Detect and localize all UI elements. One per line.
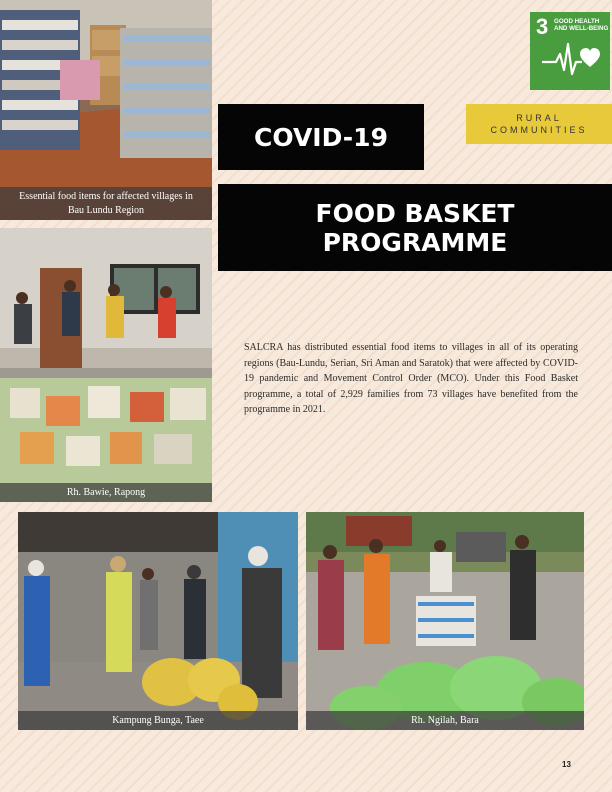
heading-line1: FOOD BASKET — [315, 198, 515, 228]
heading-text: COVID-19 — [254, 122, 388, 152]
rh-bawie-image — [0, 228, 212, 502]
heading-line2: PROGRAMME — [322, 227, 508, 257]
page-number: 13 — [562, 760, 571, 769]
covid-19-heading — [218, 104, 424, 170]
photo-rh-bawie — [0, 228, 212, 502]
rural-communities-tag — [466, 104, 612, 144]
tag-line2: COMMUNITIES — [490, 125, 588, 135]
heartbeat-heart-icon — [530, 12, 610, 90]
body-paragraph: SALCRA has distributed essential food items to villages in all of its operating regions (Bau-Lundu, Serian, Sri Aman and Saratok) that were affected by COVID-19 pandemic and Movement Control Order (MCO). Under this Food Basket programme, a total of 2,929 families from 73 villages have benefited from the programme in 2021. — [244, 342, 578, 415]
photo-food-items — [0, 0, 212, 220]
photo-caption: Rh. Bawie, Rapong — [0, 483, 212, 503]
sdg-number: 3 — [536, 14, 549, 39]
photo-caption: Rh. Ngilah, Bara — [306, 711, 584, 731]
food-basket-heading — [218, 184, 612, 271]
photo-caption: Essential food items for affected villages in Bau Lundu Region — [0, 187, 212, 220]
sdg-goal-3-badge — [530, 12, 610, 90]
rh-ngilah-image — [306, 512, 584, 730]
sdg-title-line1: GOOD HEALTH — [554, 18, 600, 25]
photo-caption: Kampung Bunga, Taee — [18, 711, 298, 731]
tag-line1: RURAL — [516, 112, 562, 123]
sdg-title-line2: AND WELL-BEING — [554, 25, 609, 33]
kampung-bunga-image — [18, 512, 298, 730]
photo-rh-ngilah — [306, 512, 584, 730]
photo-kampung-bunga — [18, 512, 298, 730]
